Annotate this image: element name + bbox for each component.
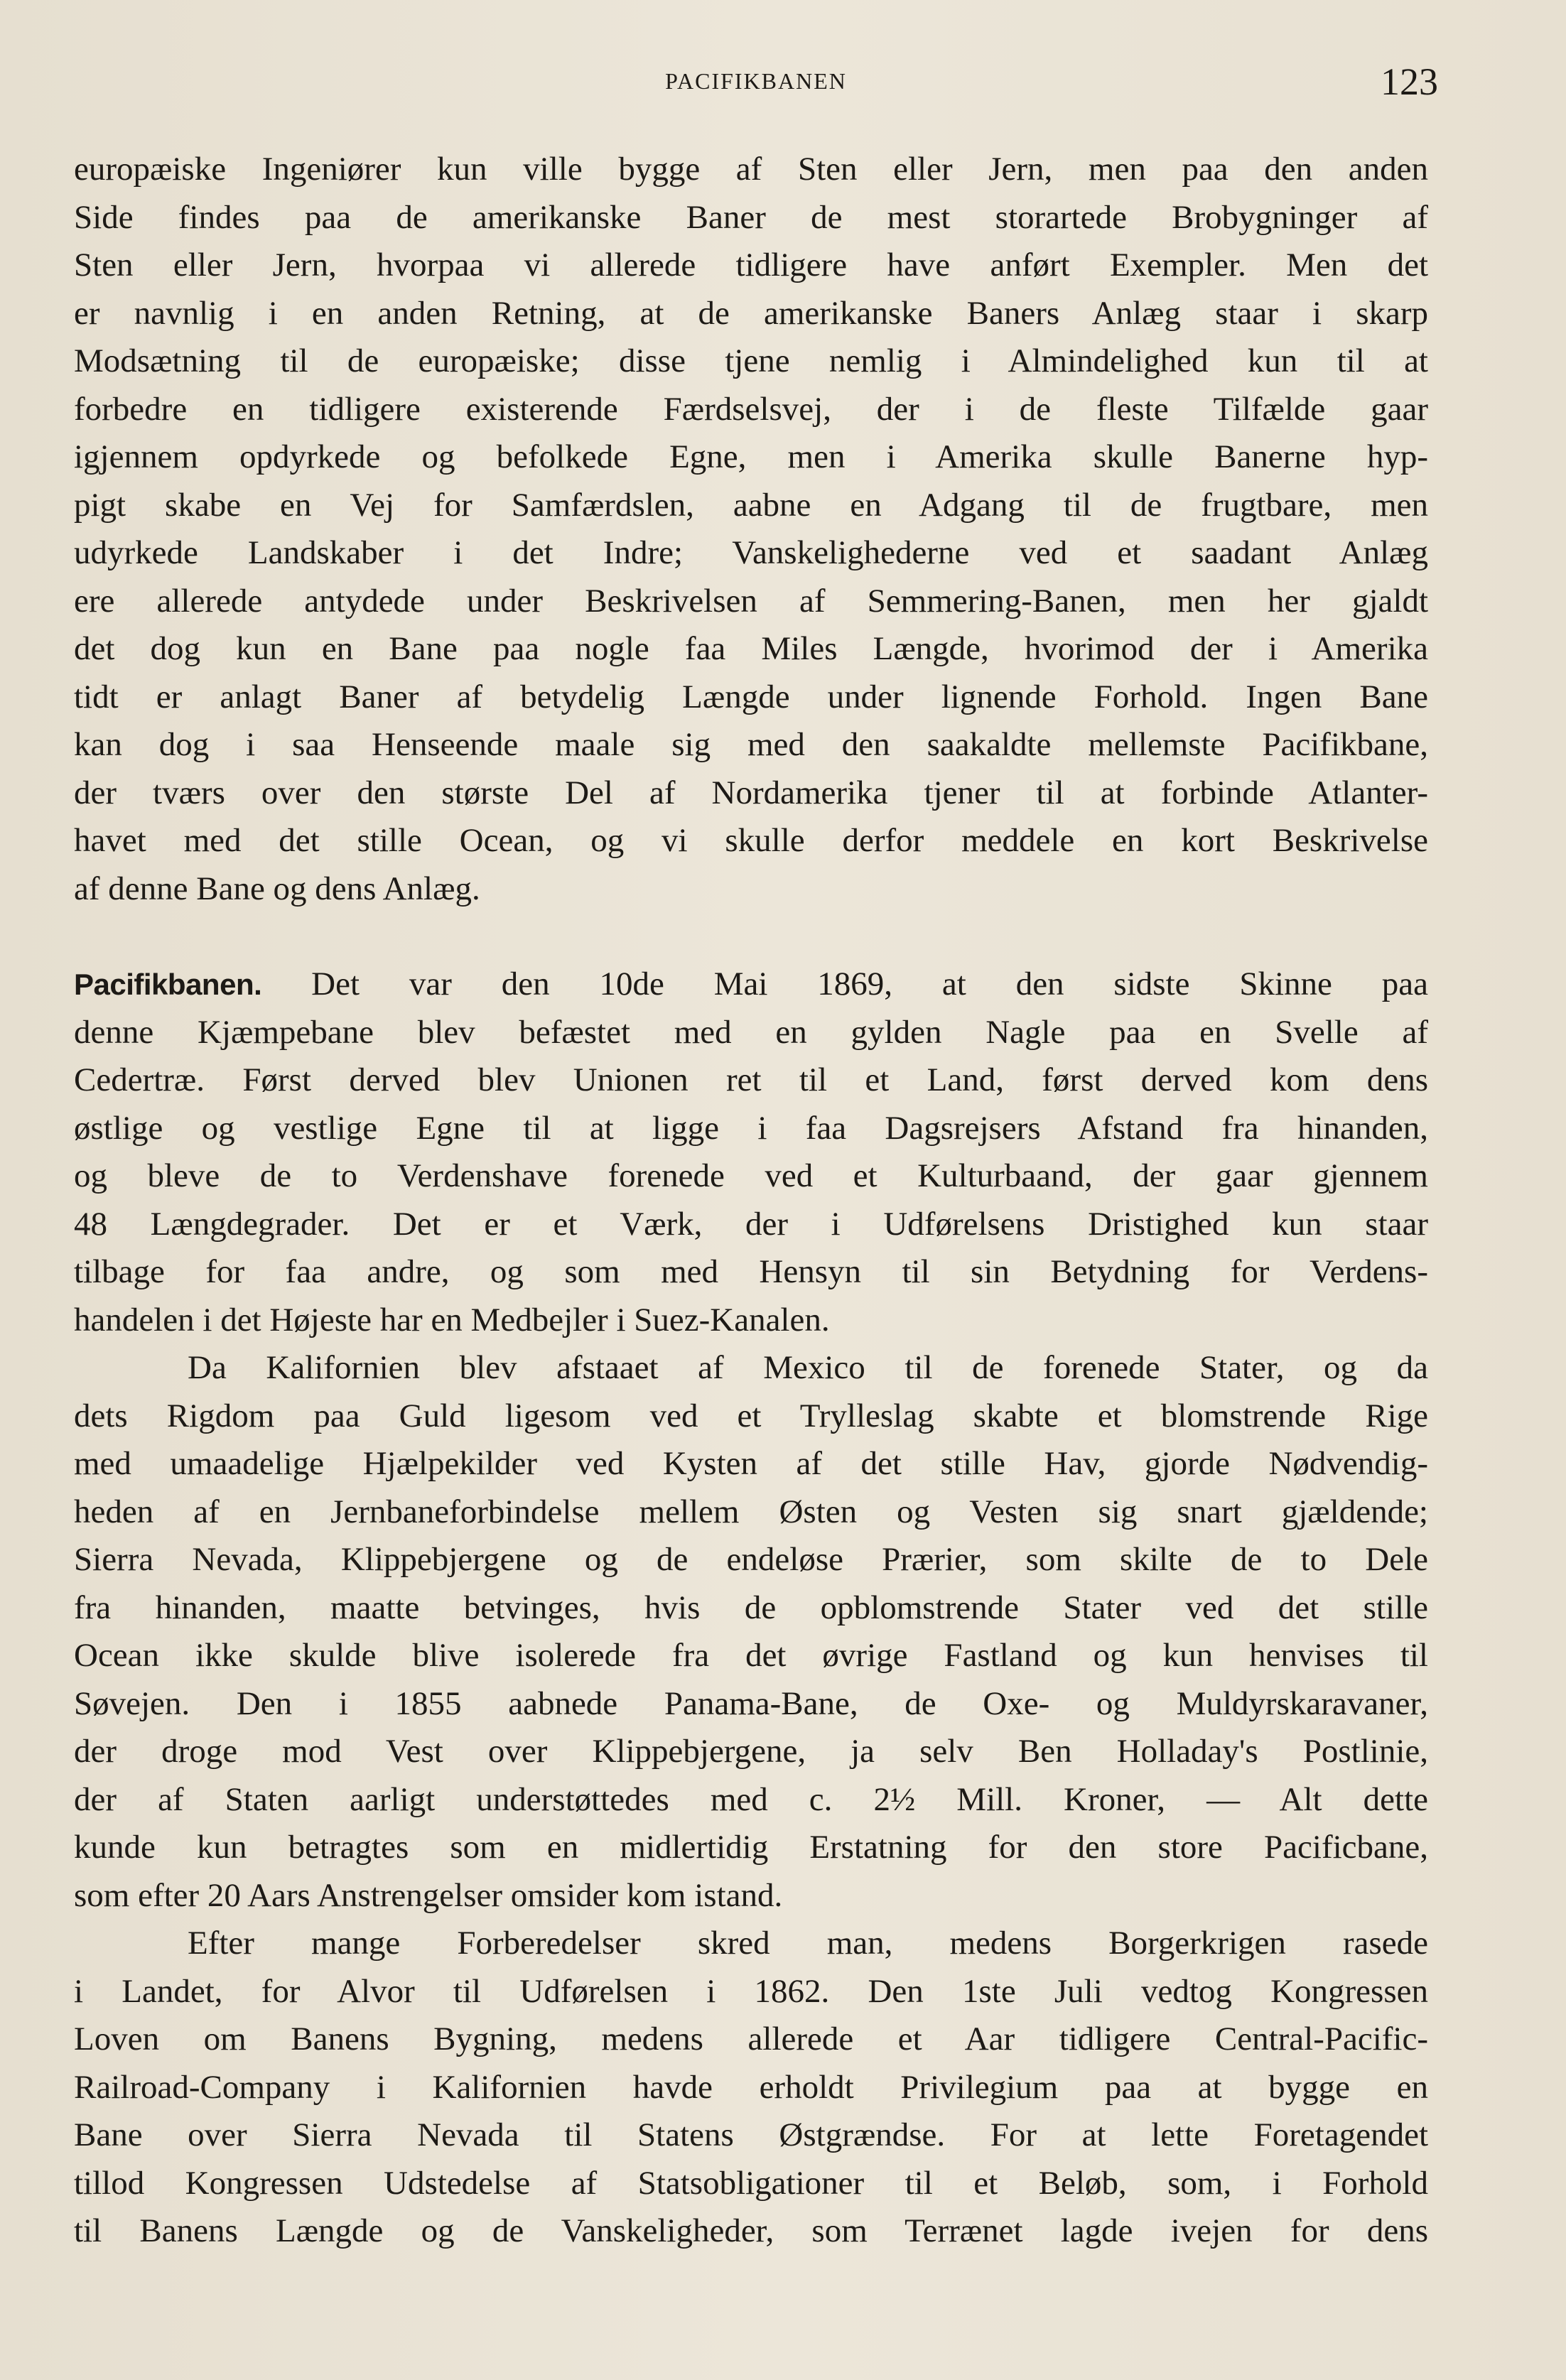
text-line: udyrkede Landskaber i det Indre; Vanskelighederne ved et saadant Anlæg (74, 534, 1428, 571)
text-line: handelen i det Højeste har en Medbejler i Suez-Kanalen. (74, 1301, 830, 1338)
text-line: kan dog i saa Henseende maale sig med den saakaldte mellemste Pacifikbane, (74, 726, 1428, 763)
text-line: i Landet, for Alvor til Udførelsen i 1862. Den 1ste Juli vedtog Kongressen (74, 1972, 1428, 2010)
text-line: af denne Bane og dens Anlæg. (74, 870, 480, 907)
text-line: der af Staten aarligt understøttedes med c. 2½ Mill. Kroner, — Alt dette (74, 1780, 1428, 1818)
text-line: havet med det stille Ocean, og vi skulle derfor meddele en kort Beskrivelse (74, 822, 1428, 859)
text-line: der tværs over den største Del af Nordamerika tjener til at forbinde Atlanter- (74, 774, 1428, 811)
text-line: Modsætning til de europæiske; disse tjene nemlig i Almindelighed kun til at (74, 342, 1428, 379)
text-line: Cedertræ. Først derved blev Unionen ret til et Land, først derved kom dens (74, 1061, 1428, 1098)
running-title: PACIFIKBANEN (665, 68, 847, 94)
text-line: Bane over Sierra Nevada til Statens Østgrændse. For at lette Foretagendet (74, 2116, 1428, 2153)
text-line: østlige og vestlige Egne til at ligge i faa Dagsrejsers Afstand fra hinanden, (74, 1109, 1428, 1147)
text-line: til Banens Længde og de Vanskeligheder, som Terrænet lagde ivejen for dens (74, 2212, 1428, 2249)
section-heading: Pacifikbanen. (74, 968, 262, 1001)
text-line: Da Kalifornien blev afstaaet af Mexico til de forenede Stater, og da (188, 1349, 1428, 1386)
text-line: det dog kun en Bane paa nogle faa Miles Længde, hvorimod der i Amerika (74, 630, 1428, 667)
text-line: Loven om Banens Bygning, medens allerede et Aar tidligere Central-Pacific- (74, 2021, 1428, 2057)
text-line: Side findes paa de amerikanske Baner de mest storartede Brobygninger af (74, 198, 1428, 236)
paragraph-1 (74, 146, 1428, 913)
text-line: tilbage for faa andre, og som med Hensyn til sin Betydning for Verdens- (74, 1253, 1428, 1290)
text-line: er navnlig i en anden Retning, at de amerikanske Baners Anlæg staar i skarp (74, 294, 1428, 332)
text-line: fra hinanden, maatte betvinges, hvis de opblomstrende Stater ved det stille (74, 1589, 1428, 1626)
text-line: tillod Kongressen Udstedelse af Statsobligationer til et Beløb, som, i Forhold (74, 2164, 1428, 2202)
body-text (74, 146, 1428, 2256)
text-line: Efter mange Forberedelser skred man, medens Borgerkrigen rasede (188, 1925, 1428, 1962)
text-line: Sten eller Jern, hvorpaa vi allerede tidligere have anført Exempler. Men det (74, 247, 1428, 283)
text-line: pigt skabe en Vej for Samfærdslen, aabne en Adgang til de frugtbare, men (74, 486, 1428, 524)
section-spacer (74, 913, 1428, 961)
section-first-line-text: Det var den 10de Mai 1869, at den sidste Skinne paa (311, 965, 1429, 1002)
text-line: dets Rigdom paa Guld ligesom ved et Trylleslag skabte et blomstrende Rige (74, 1397, 1428, 1434)
text-line: ere allerede antydede under Beskrivelsen af Semmering-Banen, men her gjaldt (74, 582, 1428, 620)
text-line: som efter 20 Aars Anstrengelser omsider kom istand. (74, 1876, 783, 1914)
text-line: Søvejen. Den i 1855 aabnede Panama-Bane, de Oxe- og Muldyrskaravaner, (74, 1684, 1428, 1722)
section-pacifikbanen (74, 961, 1428, 1344)
text-line: Ocean ikke skulde blive isolerede fra det øvrige Fastland og kun henvises til (74, 1637, 1428, 1674)
text-line: europæiske Ingeniører kun ville bygge af Sten eller Jern, men paa den anden (74, 151, 1428, 188)
text-line: kunde kun betragtes som en midlertidig Erstatning for den store Pacificbane, (74, 1829, 1428, 1866)
text-line: igjennem opdyrkede og befolkede Egne, men i Amerika skulle Banerne hyp- (74, 438, 1428, 475)
text-line: forbedre en tidligere existerende Færdselsvej, der i de fleste Tilfælde gaar (74, 390, 1428, 428)
text-line: 48 Længdegrader. Det er et Værk, der i Udførelsens Dristighed kun staar (74, 1205, 1428, 1243)
page-header (74, 60, 1438, 128)
text-line: heden af en Jernbaneforbindelse mellem Østen og Vesten sig snart gjældende; (74, 1493, 1428, 1530)
text-line: tidt er anlagt Baner af betydelig Længde under lignende Forhold. Ingen Bane (74, 678, 1428, 715)
text-line: og bleve de to Verdenshave forenede ved et Kulturbaand, der gaar gjennem (74, 1157, 1428, 1194)
text-line: Railroad-Company i Kalifornien havde erholdt Privilegium paa at bygge en (74, 2068, 1428, 2106)
paragraph-4 (74, 1920, 1428, 2256)
text-line: med umaadelige Hjælpekilder ved Kysten af det stille Hav, gjorde Nødvendig- (74, 1445, 1428, 1482)
text-line: Sierra Nevada, Klippebjergene og de endeløse Prærier, som skilte de to Dele (74, 1541, 1428, 1578)
page-number: 123 (1381, 60, 1438, 103)
paragraph-3 (74, 1344, 1428, 1920)
text-line: der droge mod Vest over Klippebjergene, ja selv Ben Holladay's Postlinie, (74, 1733, 1428, 1770)
section-first-line (74, 961, 1428, 1009)
text-line: denne Kjæmpebane blev befæstet med en gylden Nagle paa en Svelle af (74, 1013, 1428, 1051)
